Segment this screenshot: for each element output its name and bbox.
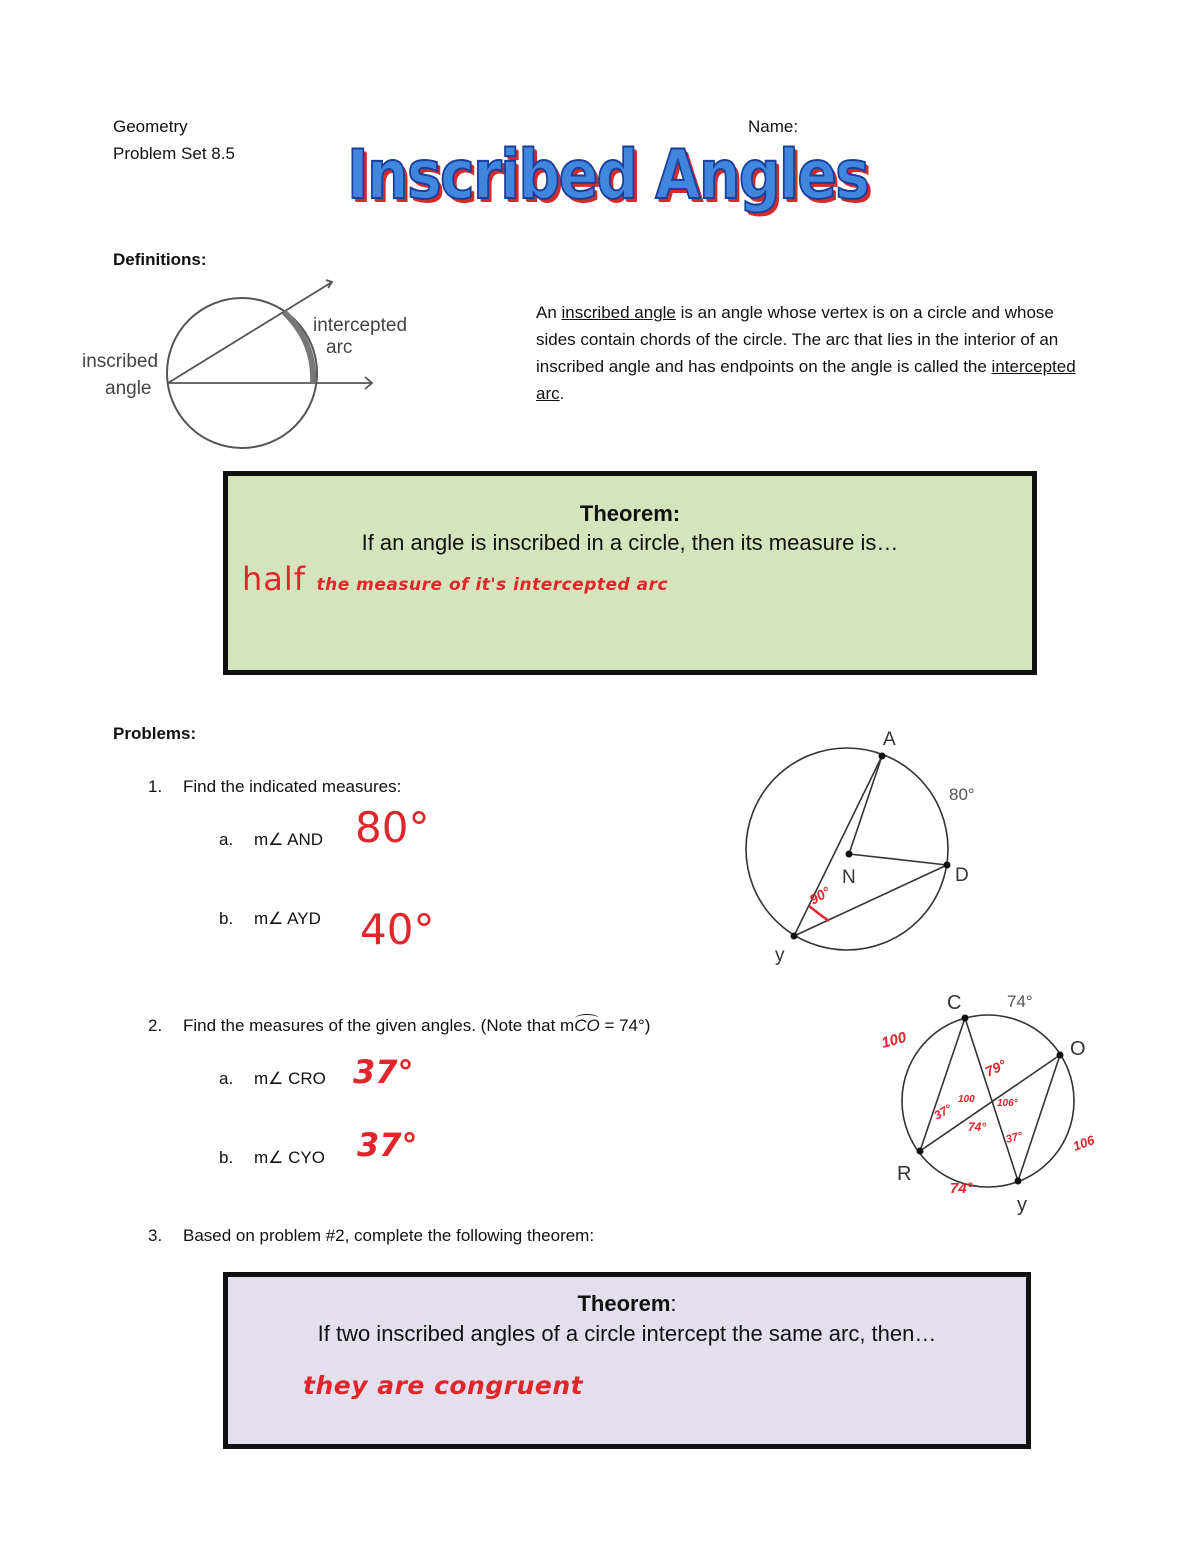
problem-1a-label: a. — [219, 830, 234, 849]
problems-heading: Problems: — [113, 724, 197, 743]
p1-hand-angle-mark — [809, 906, 829, 921]
p1-label-d: D — [955, 865, 969, 886]
definition-paragraph — [536, 299, 1081, 407]
problem-2b-answer: 37° — [357, 1126, 418, 1164]
theorem-2-answer: they are congruent — [303, 1371, 584, 1400]
problem-1-number: 1. — [148, 777, 163, 796]
problem-2-diagram — [865, 985, 1110, 1220]
p1-label-y: y — [775, 945, 785, 966]
theorem-2-statement: If two inscribed angles of a circle intercept the same arc, then… — [317, 1321, 937, 1346]
p2-arc-label: 74° — [1007, 992, 1033, 1011]
p2-chord-cr — [920, 1018, 965, 1151]
p1-radius-nd — [849, 854, 947, 865]
p1-radius-an — [849, 756, 882, 854]
p2-point-y — [1015, 1178, 1022, 1185]
theorem-1-title: Theorem: — [579, 501, 681, 526]
problem-1-prompt: Find the indicated measures: — [183, 777, 402, 796]
p2-label-o: O — [1070, 1038, 1086, 1060]
problem-2-arc-name — [574, 1013, 600, 1039]
p2-label-c: C — [947, 992, 962, 1014]
problem-3-prompt: Based on problem #2, complete the following theorem: — [183, 1226, 595, 1245]
theorem-2-title-colon: : — [670, 1291, 677, 1316]
problem-2a-answer: 37° — [353, 1053, 414, 1091]
p2-hand-left: 100 — [879, 1028, 909, 1052]
p2-hand-37b: 37° — [1004, 1129, 1024, 1146]
theorem-1-statement: If an angle is inscribed in a circle, then its measure is… — [361, 530, 899, 555]
p2-label-y: y — [1017, 1194, 1027, 1216]
p1-point-a — [879, 753, 886, 760]
p2-chord-yo — [1018, 1055, 1060, 1181]
problem-2-prompt-end: = 74°) — [599, 1016, 651, 1035]
problem-set-label: Problem Set 8.5 — [113, 144, 235, 163]
definitions-heading: Definitions: — [113, 250, 207, 269]
theorem-2-title — [228, 1291, 1026, 1317]
p2-point-r — [917, 1148, 924, 1155]
p1-circle — [746, 748, 948, 950]
problem-1a-answer: 80° — [355, 803, 430, 852]
p1-label-a: A — [883, 729, 896, 750]
definition-text-1: An — [536, 303, 562, 322]
p2-point-o — [1057, 1052, 1064, 1059]
p2-hand-106b: 106° — [997, 1098, 1018, 1109]
definition-text-2: is an angle whose vertex is on a circle and whose sides contain chords of the circle. The arc that lies in the interior of an inscribed angle and has endpoints on the angle is called the — [536, 303, 1059, 376]
problem-2-arc-text: CO — [574, 1016, 600, 1035]
p1-point-d — [944, 862, 951, 869]
p1-label-n: N — [842, 867, 856, 888]
problem-1b-label: b. — [219, 909, 234, 928]
problem-1b-text: m∠ AYD — [254, 909, 321, 928]
p2-label-r: R — [897, 1163, 912, 1185]
definition-text-3: . — [559, 384, 565, 403]
term-intercepted-arc: intercepted arc — [536, 357, 1076, 403]
problem-2a-label: a. — [219, 1069, 234, 1088]
p2-point-c — [962, 1015, 969, 1022]
p2-circle — [902, 1015, 1074, 1187]
name-label: Name: — [748, 117, 799, 136]
p2-hand-100: 100 — [958, 1094, 975, 1105]
theorem-1-answer-rest: the measure of it's intercepted arc — [316, 575, 669, 595]
problem-1b-answer: 40° — [360, 905, 435, 954]
theorem-2-title-text: Theorem — [577, 1291, 671, 1316]
problem-2-prompt-text: Find the measures of the given angles. (Note that m — [183, 1016, 575, 1035]
problem-2b-text: m∠ CYO — [254, 1148, 325, 1167]
inscribed-label-line2: angle — [105, 378, 152, 399]
theorem-box-2 — [223, 1272, 1031, 1449]
intercepted-label-line1: intercepted — [313, 315, 408, 336]
inscribed-label-line1: inscribed — [82, 351, 159, 372]
problem-2b-label: b. — [219, 1148, 234, 1167]
p1-chord-ay — [794, 756, 882, 936]
banner-title: Inscribed Angles — [347, 136, 869, 215]
problem-2-number: 2. — [148, 1016, 163, 1035]
arc-symbol-icon — [575, 1014, 599, 1023]
problem-1a-text: m∠ AND — [254, 830, 324, 849]
problem-2a-text: m∠ CRO — [254, 1069, 326, 1088]
p2-hand-74c: 74° — [968, 1120, 987, 1134]
theorem-box-1 — [223, 471, 1037, 675]
p1-hand-angle-label: 90° — [806, 883, 833, 908]
p1-arc-label: 80° — [949, 785, 975, 804]
inscribed-angle-diagram — [70, 270, 470, 460]
theorem-1-answer-word1: half — [242, 560, 307, 598]
intercepted-label-line2: arc — [326, 337, 353, 358]
upper-ray — [168, 282, 332, 383]
problem-2-prompt — [183, 1013, 650, 1039]
p2-hand-right: 106 — [1070, 1132, 1097, 1154]
problem-3-number: 3. — [148, 1226, 163, 1245]
theorem-1-answer — [242, 560, 668, 598]
p2-hand-bottom: 74° — [950, 1180, 973, 1197]
p1-point-y — [791, 933, 798, 940]
p1-point-n — [846, 851, 853, 858]
p2-hand-37a: 37° — [931, 1101, 955, 1123]
p2-hand-79: 79° — [982, 1056, 1009, 1080]
problem-1-diagram — [735, 725, 995, 970]
term-inscribed-angle: inscribed angle — [561, 303, 676, 322]
course-label: Geometry — [113, 117, 188, 136]
